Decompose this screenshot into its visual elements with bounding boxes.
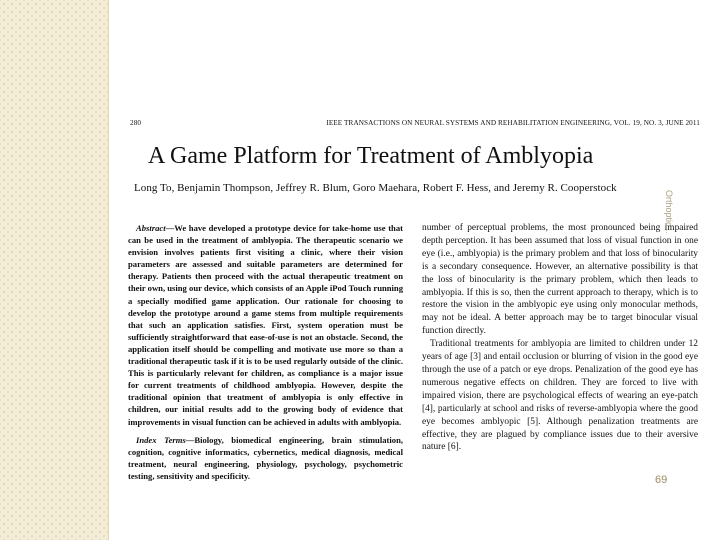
side-band-divider [108,0,109,540]
decorative-side-band [0,0,108,540]
author-list: Long To, Benjamin Thompson, Jeffrey R. Blum, Goro Maehara, Robert F. Hess, and Jeremy R. Cooperstock [134,182,617,194]
right-column [422,222,698,454]
journal-name: IEEE TRANSACTIONS ON NEURAL SYSTEMS AND REHABILITATION ENGINEERING, VOL. 19, NO. 3, JUNE 2011 [326,119,700,127]
left-column [128,222,403,482]
body-paragraph-1: number of perceptual problems, the most pronounced being impaired depth perception. It has been assumed that loss of visual function in one eye (i.e., amblyopia) is the primary problem and that loss of binocularity is a secondary consequence. However, an alternative possibility is that the loss of binocularity is the primary problem, which then leads to amblyopia. If this is so, then the current approach to therapy, which is to restore the vision in the amblyopic eye using only monocular methods, may not be ideal. A better approach may be to target binocular visual function directly. [422,223,698,337]
abstract-text: —We have developed a prototype device for take-home use that can be used in the treatment of amblyopia. The therapeutic scenario we envision involves patients first visiting a clinic, where their vision parameters are assessed and suitable parameters are determined for therapy. Patients then proceed with the actual therapeutic treatment on their own, using our device, which consists of an Apple iPod Touch running a specially modified game application. Our rationale for choosing to develop the prototype around a game stems from multiple requirements that such an application satisfies. First, system operation must be sufficiently straightforward that ease-of-use is not an obstacle. Second, the application itself should be compelling and motivate use more so than a traditional therapeutic task if it is to be used regularly outside of the clinic. This is particularly relevant for children, as compliance is a major issue for current treatments of childhood amblyopia. However, despite the traditional opinion that treatment of amblyopia is only effective in children, our initial results add to the growing body of evidence that improvements in visual function can be achieved in adults with amblyopia. [128,223,403,427]
abstract-paragraph [128,222,403,428]
vertical-watermark: Orthoptic... [664,190,674,235]
index-terms-paragraph [128,434,403,482]
paper-page [112,0,718,540]
abstract-lead: Abstract [136,223,166,233]
paper-title: A Game Platform for Treatment of Amblyopia [148,143,594,169]
body-paragraph-2: Traditional treatments for amblyopia are limited to children under 12 years of age [3] and entail occlusion or blurring of vision in the good eye through the use of a patch or eye drops. Penalization of the good eye has numerous negative effects on children. They are forced to live with impaired vision, there are psychological effects of wearing an eye-patch [4], particularly at school and risks of reverse-amblyopia where the good eye becomes amblyopic [5]. Although penalization treatments are effective, they are plagued by compliance issues due to their aversive nature [6]. [422,339,698,453]
slide-number: 69 [655,474,668,486]
journal-header [130,119,700,127]
page-number: 280 [130,119,142,127]
index-terms-text: —Biology, biomedical engineering, brain stimulation, cognition, cognitive informatics, cybernetics, medical diagnosis, medical treatment, neural engineering, physiology, psychology, psychometric testing, sensitivity and specificity. [128,434,403,481]
index-terms-lead: Index Terms [136,434,186,445]
